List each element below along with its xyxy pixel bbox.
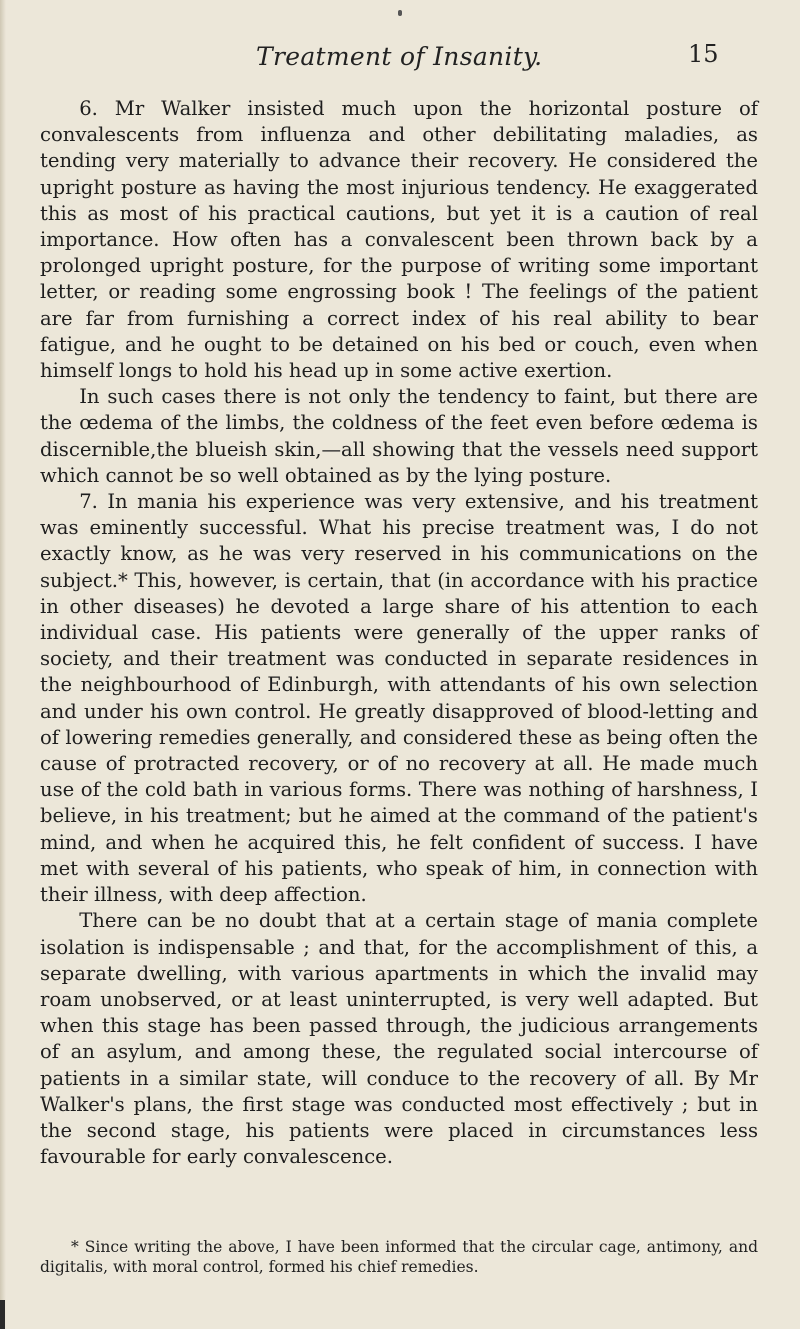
page-header: [0, 42, 800, 82]
page-edge-mark: [0, 1300, 5, 1329]
page-number: 15: [688, 40, 719, 68]
body-text: [40, 96, 758, 1170]
page-edge-shadow: [0, 0, 6, 1329]
paragraph-7: 7. In mania his experience was very extensive, and his treatment was eminently successful. What his precise treatment was, I do not exactly know, as he was very reserved in his communications on the subject.* This, however, is certain, that (in accordance with his practice in other diseases) he devoted a large share of his attention to each individual case. His patients were generally of the upper ranks of society, and their treatment was conducted in separate residences in the neighbourhood of Edinburgh, with attendants of his own selection and under his own control. He greatly disapproved of blood-letting and of lowering remedies generally, and considered these as being often the cause of protracted recovery, or of no recovery at all. He made much use of the cold bath in various forms. There was nothing of harshness, I believe, in his treatment; but he aimed at the command of the patient's mind, and when he acquired this, he felt confident of success. I have met with several of his patients, who speak of him, in connection with their illness, with deep affection.: [40, 490, 758, 907]
paragraph-isolation: There can be no doubt that at a certain stage of mania complete isolation is indispensable ; and that, for the accomplishment of this, a separate dwelling, with various apartments in which the invalid may roam unobserved, or at least uninterrupted, is very well adapted. But when this stage has been passed through, the judicious arrangements of an asylum, and among these, the regulated social intercourse of patients in a similar state, will conduce to the recovery of all. By Mr Walker's plans, the first stage was conducted most effectively ; but in the second stage, his patients were placed in circumstances less favourable for early convalescence.: [40, 909, 758, 1169]
running-head: Treatment of Insanity.: [256, 42, 543, 71]
footnote: * Since writing the above, I have been informed that the circular cage, antimony, and digitalis, with moral control, formed his chief remedies.: [40, 1238, 758, 1276]
ink-mark: [398, 10, 402, 16]
paragraph-oedema: In such cases there is not only the tendency to faint, but there are the œdema of the limbs, the coldness of the feet even before œdema is discernible,the blueish skin,—all showing that the vessels need support which cannot be so well obtained as by the lying posture.: [40, 385, 758, 487]
paragraph-6: 6. Mr Walker insisted much upon the horizontal posture of convalescents from influenza and other debilitating maladies, as tending very materially to advance their recovery. He considered the upright posture as having the most injurious tendency. He exaggerated this as most of his practical cautions, but yet it is a caution of real importance. How often has a convalescent been thrown back by a prolonged upright posture, for the purpose of writing some important letter, or reading some engrossing book ! The feelings of the patient are far from furnishing a correct index of his real ability to bear fatigue, and he ought to be detained on his bed or couch, even when himself longs to hold his head up in some active exertion.: [40, 97, 758, 383]
